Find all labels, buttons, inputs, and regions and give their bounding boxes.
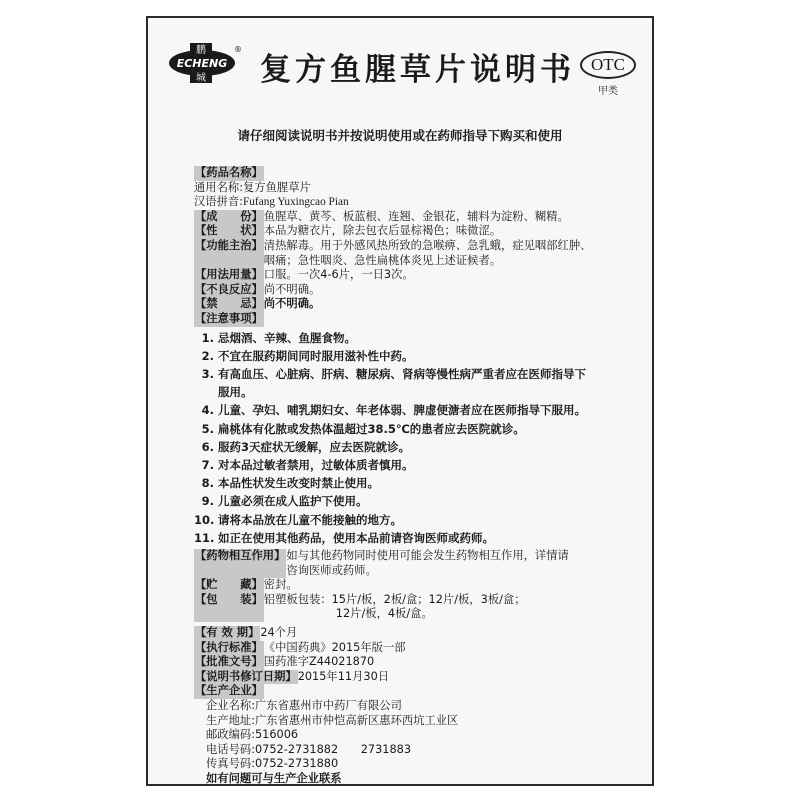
- usage-row: [194, 268, 634, 283]
- contra: 尚不明确。: [263, 297, 321, 311]
- address-label: 生产地址:: [206, 713, 255, 727]
- company: 广东省惠州市中药厂有限公司: [255, 698, 402, 712]
- adverse-row: [194, 283, 634, 298]
- indications-label: 【功能主治】: [194, 239, 264, 268]
- fax: 0752-2731880: [255, 757, 339, 771]
- storage-row: [194, 578, 634, 593]
- otc-class: 甲类: [598, 86, 618, 97]
- precaution-text: 儿童必须在成人监护下使用。: [218, 494, 368, 509]
- precaution-text: 不宜在服药期间同时服用滋补性中药。: [218, 348, 414, 363]
- precaution-number: 10.: [194, 512, 215, 527]
- standard-row: [194, 641, 634, 656]
- validity-row: [194, 626, 634, 641]
- interaction-line-1: 如与其他药物同时使用可能会发生药物相互作用，详情请: [286, 548, 569, 562]
- generic-name: 复方鱼腥草片: [243, 180, 311, 194]
- logo-char-bottom: 城: [196, 73, 206, 84]
- postcode: 516006: [255, 728, 299, 742]
- phone: 0752-2731882 2731883: [255, 742, 412, 756]
- company-label: 企业名称:: [206, 698, 255, 712]
- precautions-heading: [194, 312, 634, 327]
- standard: 《中国药典》2015年版一部: [263, 640, 406, 654]
- adverse: 尚不明确。: [263, 282, 321, 296]
- precaution-item: [194, 474, 634, 492]
- fax-row: [206, 757, 634, 772]
- contra-label: 【禁 忌】: [195, 297, 263, 311]
- precaution-number: [194, 383, 218, 401]
- precaution-number: 8.: [201, 476, 214, 491]
- precaution-text: 扁桃体有化脓或发热体温超过38.5℃的患者应去医院就诊。: [218, 421, 525, 436]
- appearance-label: 【性 状】: [195, 224, 263, 238]
- phone-label: 电话号码:: [206, 742, 255, 756]
- precaution-number: 5.: [201, 421, 214, 436]
- interaction-line-2: 咨询医师或药师。: [286, 563, 377, 577]
- validity-label: 【有 效 期】: [195, 625, 260, 639]
- indications-line-2: 咽痛；急性咽炎、急性扁桃体炎见上述证候者。: [263, 253, 502, 267]
- interaction-label: 【药物相互作用】: [194, 549, 286, 578]
- precaution-item: [194, 347, 634, 365]
- package-line-1: 铝塑板包装：15片/板，2板/盒；12片/板，3板/盒；: [263, 592, 526, 606]
- registered-mark: ®: [234, 45, 242, 54]
- fax-label: 传真号码:: [206, 757, 255, 771]
- appearance-row: [194, 224, 634, 239]
- precaution-item: [194, 529, 634, 547]
- pinyin: Fufang Yuxingcao Pian: [243, 196, 349, 209]
- storage-label: 【贮 藏】: [195, 578, 263, 592]
- standard-label: 【执行标准】: [195, 640, 263, 654]
- precaution-number: 3.: [201, 366, 214, 381]
- leaflet-sheet: [146, 16, 654, 786]
- company-row: [206, 699, 634, 714]
- package-line-2: 12片/板，4板/盒。: [335, 607, 433, 621]
- precaution-item: [194, 365, 634, 383]
- pinyin-row: [194, 195, 634, 210]
- indications-line-1: 清热解毒。用于外感风热所致的急喉痹、急乳蛾，症见咽部红肿、: [263, 238, 592, 252]
- precaution-text: 服用。: [218, 385, 253, 400]
- generic-name-label: 通用名称:: [194, 180, 243, 194]
- precaution-number: 2.: [201, 348, 214, 363]
- approval: 国药准字Z44021870: [263, 655, 375, 669]
- interaction-row: [194, 549, 634, 578]
- precaution-text: 儿童、孕妇、哺乳期妇女、年老体弱、脾虚便溏者应在医师指导下服用。: [218, 403, 586, 418]
- precaution-item: [194, 329, 634, 347]
- approval-label: 【批准文号】: [195, 655, 263, 669]
- ingredients-row: [194, 210, 634, 225]
- usage: 口服。一次4-6片，一日3次。: [263, 268, 414, 282]
- document-title: 复方鱼腥草片说明书: [260, 52, 575, 88]
- precaution-item: [194, 456, 634, 474]
- precaution-text: 忌烟酒、辛辣、鱼腥食物。: [218, 330, 356, 345]
- postcode-row: [206, 728, 634, 743]
- logo-char-top: 鹏: [196, 45, 206, 56]
- address-row: [206, 714, 634, 729]
- storage: 密封。: [263, 578, 298, 592]
- precautions-label: 【注意事项】: [195, 311, 263, 325]
- precaution-text: 服药3天症状无缓解，应去医院就诊。: [218, 439, 410, 454]
- contra-row: [194, 297, 634, 312]
- precaution-number: 4.: [201, 403, 214, 418]
- ingredients: 鱼腥草、黄芩、板蓝根、连翘、金银花，辅料为淀粉、糊精。: [263, 209, 569, 223]
- precaution-text: 请将本品放在儿童不能接触的地方。: [218, 512, 402, 527]
- revision-label: 【说明书修订日期】: [195, 669, 297, 683]
- precaution-text: 本品性状发生改变时禁止使用。: [218, 476, 379, 491]
- manufacturer-label: 【生产企业】: [195, 684, 263, 698]
- drug-name-label: 【药品名称】: [195, 166, 263, 179]
- postcode-label: 邮政编码:: [206, 728, 255, 742]
- precaution-number: 11.: [194, 530, 215, 545]
- validity: 24个月: [260, 625, 298, 639]
- precaution-number: 9.: [201, 494, 214, 509]
- usage-label: 【用法用量】: [195, 268, 263, 282]
- precaution-text: 如正在使用其他药品，使用本品前请咨询医师或药师。: [218, 530, 494, 545]
- precaution-text: 有高血压、心脏病、肝病、糖尿病、肾病等慢性病严重者应在医师指导下: [218, 366, 586, 381]
- precaution-number: 7.: [201, 457, 214, 472]
- manufacturer-heading: [194, 684, 634, 699]
- precaution-item: [194, 420, 634, 438]
- usage-instruction: 请仔细阅读说明书并按说明使用或在药师指导下购买和使用: [237, 128, 563, 143]
- leaflet-body: [194, 166, 634, 786]
- address: 广东省惠州市仲恺高新区惠环西坑工业区: [255, 713, 459, 727]
- generic-name-row: [194, 181, 634, 196]
- appearance: 本品为糖衣片，除去包衣后显棕褐色；味微涩。: [263, 224, 502, 238]
- precaution-number: 1.: [201, 330, 214, 345]
- adverse-label: 【不良反应】: [195, 282, 263, 296]
- phone-row: [206, 743, 634, 758]
- echeng-logo: [168, 42, 242, 82]
- logo-text: ECHENG: [176, 57, 228, 70]
- package-row: [194, 593, 634, 622]
- precaution-item: [194, 383, 634, 401]
- pinyin-label: 汉语拼音:: [194, 195, 243, 209]
- precaution-item: [194, 511, 634, 529]
- package-label: 【包 装】: [194, 593, 264, 622]
- revision-row: [194, 670, 634, 685]
- revision: 2015年11月30日: [297, 669, 390, 683]
- precaution-item: [194, 438, 634, 456]
- approval-row: [194, 655, 634, 670]
- drug-name-heading: [194, 166, 634, 181]
- ingredients-label: 【成 份】: [195, 209, 263, 223]
- precaution-item: [194, 401, 634, 419]
- precaution-item: [194, 492, 634, 510]
- indications-row: [194, 239, 634, 268]
- precaution-number: 6.: [201, 439, 214, 454]
- precautions-list: [194, 329, 634, 547]
- contact-note: 如有问题可与生产企业联系: [206, 771, 342, 785]
- otc-badge: OTC: [580, 51, 636, 79]
- precaution-text: 对本品过敏者禁用，过敏体质者慎用。: [218, 457, 414, 472]
